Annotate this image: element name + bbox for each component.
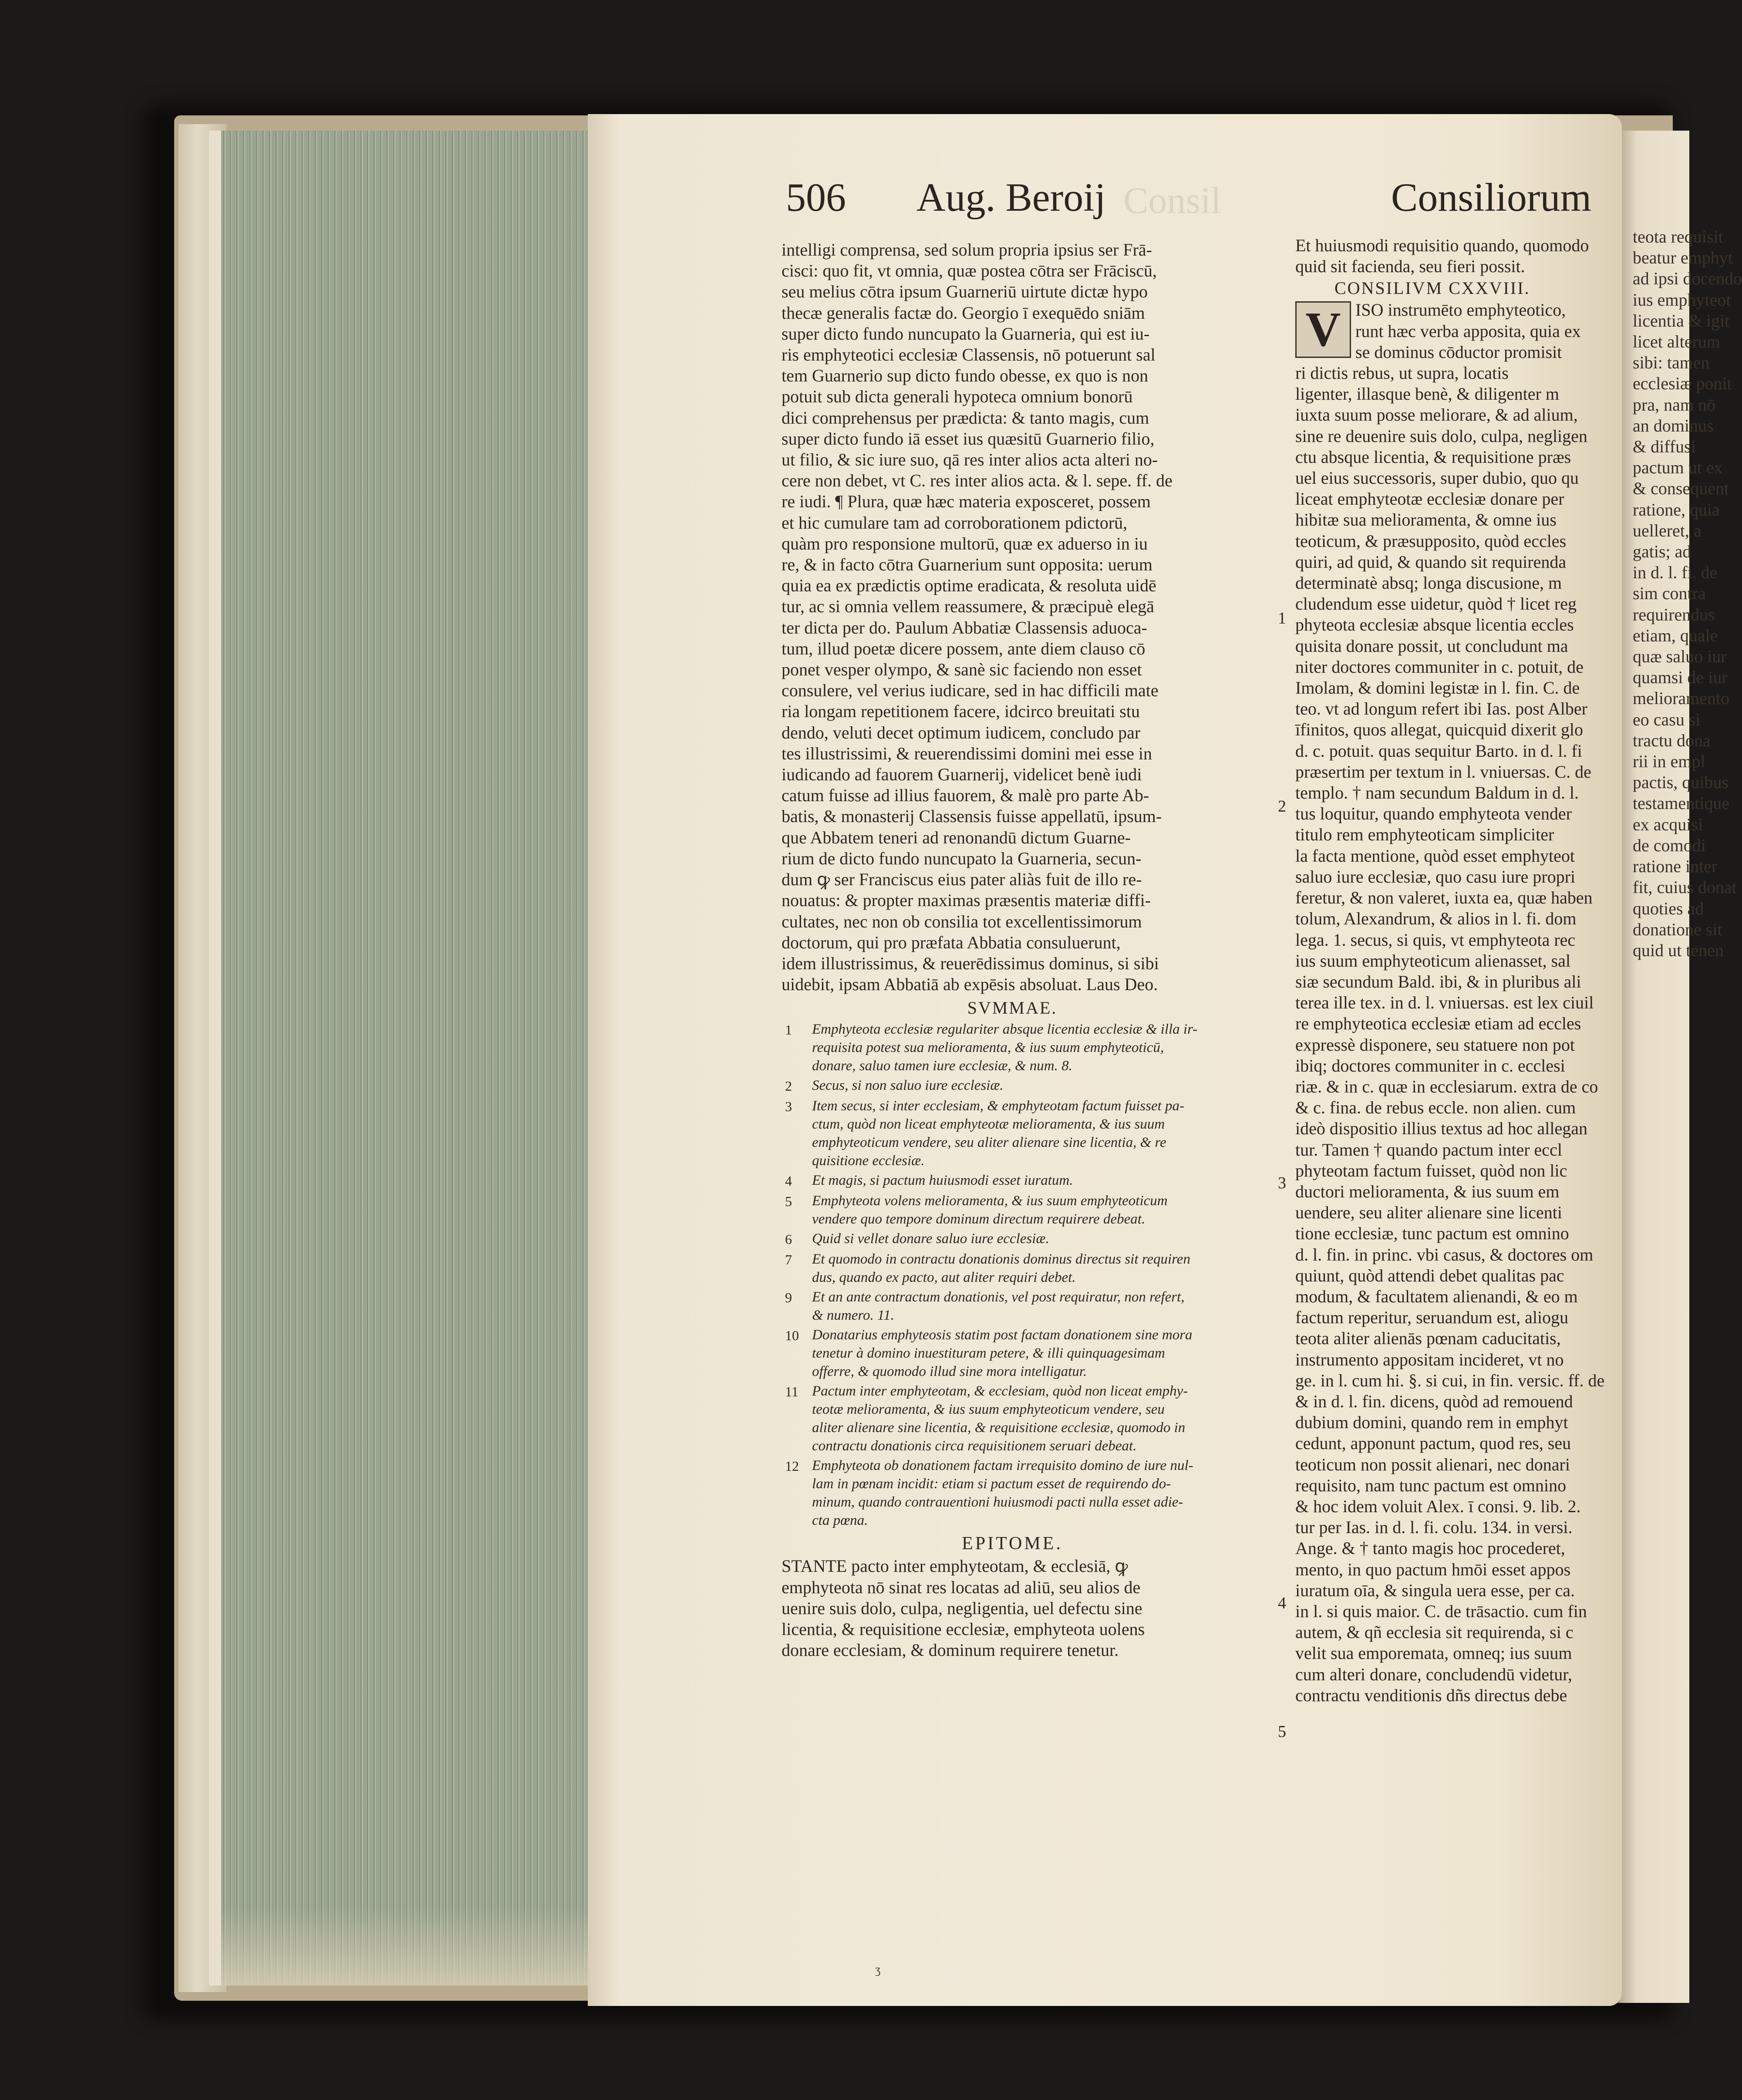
right-body-text: [1295, 384, 1609, 1706]
text-line: intelligi comprensa, sed solum propria ipsius ser Frā-: [782, 240, 1152, 260]
summae-number: 10: [785, 1328, 799, 1344]
text-line: expressè disponere, seu statuere non pot: [1295, 1035, 1575, 1055]
left-column: [782, 239, 1243, 1661]
text-line: siæ secundum Bald. ibi, & in pluribus ali: [1295, 971, 1581, 991]
text-line: uidebit, ipsam Abbatiā ab expēsis absoluat. Laus Deo.: [782, 974, 1158, 994]
text-line: teo. vt ad longum refert ibi Ias. post Alber: [1295, 699, 1587, 719]
summae-line: Et magis, si pactum huiusmodi esset iuratum.: [812, 1173, 1073, 1189]
text-line: & consequent: [1633, 479, 1729, 499]
text-line: eo casu si: [1633, 709, 1701, 729]
summae-line: Quid si vellet donare saluo iure ecclesiæ.: [812, 1231, 1049, 1247]
text-line: ideò dispositio illius textus ad hoc allegan: [1295, 1119, 1588, 1139]
summae-item: [782, 1288, 1243, 1325]
text-line: iudicando ad fauorem Guarnerij, videlicet benè iudi: [782, 765, 1142, 785]
text-line: ris emphyteotici ecclesiæ Classensis, nō potuerunt sal: [782, 345, 1156, 365]
running-head-title: Consiliorum: [1391, 175, 1592, 219]
text-line: quisita donare possit, ut concludunt ma: [1295, 636, 1568, 656]
text-line: tolum, Alexandrum, & alios in l. fi. dom: [1295, 909, 1577, 929]
text-line: et hic cumulare tam ad corroborationem pdictorū,: [782, 512, 1128, 533]
text-line: ius emphyteot: [1633, 290, 1731, 310]
text-line: iuratum oīa, & singula uera esse, per ca.: [1295, 1580, 1575, 1600]
text-line: tur, ac si omnia vellem reassumere, & præcipuè elegā: [782, 597, 1154, 617]
text-line: mento, in quo pactum hmōi esset appos: [1295, 1559, 1571, 1579]
summae-list: [782, 1020, 1243, 1530]
margin-number: 1: [1278, 609, 1286, 627]
bleed-through-text: Consil: [1123, 179, 1221, 221]
text-line: quid ut tenen: [1633, 940, 1724, 960]
text-line: tes illustrissimi, & reuerendissimi domini mei esse in: [782, 743, 1152, 763]
summae-line: quisitione ecclesiæ.: [812, 1153, 925, 1169]
text-line: quiri, ad quid, & quando sit requirenda: [1295, 552, 1567, 572]
text-line: quamsi de iur: [1633, 667, 1728, 688]
text-line: in l. si quis maior. C. de trāsactio. cum fin: [1295, 1601, 1587, 1621]
text-line: cere non debet, vt C. res inter alios acta. & l. sepe. ff. de: [782, 471, 1173, 491]
summae-line: aliter alienare sine licentia, & requisitione ecclesiæ, quomodo in: [812, 1420, 1186, 1436]
summae-item: [782, 1076, 1243, 1096]
text-line: licentia & igit: [1633, 310, 1730, 330]
text-line: donare ecclesiam, & dominum requirere tenetur.: [782, 1640, 1119, 1660]
text-line: determinatè absq; longa discusione, m: [1295, 573, 1562, 593]
summae-text: [812, 1097, 1184, 1170]
summae-item: [782, 1456, 1243, 1530]
text-line: dubium domini, quando rem in emphyt: [1295, 1412, 1568, 1433]
text-line: quid sit facienda, seu fieri possit.: [1295, 256, 1525, 276]
text-line: quiunt, quòd attendi debet qualitas pac: [1295, 1265, 1564, 1285]
summae-item: [782, 1097, 1243, 1170]
summae-number: 11: [785, 1384, 799, 1400]
dropcap-initial: V: [1295, 301, 1351, 358]
summae-line: Pactum inter emphyteotam, & ecclesiam, quòd non liceat emphy-: [812, 1383, 1188, 1399]
summae-line: emphyteoticum vendere, seu aliter alienare sine licentia, & re: [812, 1135, 1166, 1151]
text-line: Et huiusmodi requisitio quando, quomodo: [1295, 236, 1589, 255]
text-line: que Abbatem teneri ad renonandū dictum Guarne-: [782, 827, 1131, 847]
text-line: & c. fina. de rebus eccle. non alien. cum: [1295, 1098, 1576, 1118]
summae-number: 2: [785, 1078, 792, 1094]
summae-line: cta pœna.: [812, 1513, 868, 1529]
text-line: saluo iure ecclesiæ, quo casu iure propri: [1295, 866, 1576, 887]
text-line: re, & in facto cōtra Guarnerium sunt opposita: uerum: [782, 555, 1152, 575]
summae-number: 1: [785, 1022, 792, 1038]
summae-number: 3: [785, 1099, 792, 1115]
text-line: rii in empl: [1633, 752, 1705, 772]
text-line: fit, cuius donat: [1633, 877, 1737, 897]
text-line: dendo, veluti decet optimum iudicem, concludo par: [782, 722, 1141, 742]
text-line: in d. l. fi. de: [1633, 563, 1718, 583]
text-line: feretur, & non valeret, iuxta ea, quæ haben: [1295, 888, 1593, 908]
text-line: etiam, quale: [1633, 625, 1718, 645]
text-line: ex acquisi: [1633, 814, 1703, 834]
summae-line: requisita potest sua melioramenta, & ius suum emphyteoticū,: [812, 1040, 1164, 1056]
signature-mark: ʒ: [875, 1963, 881, 1976]
text-line: ria longam repetitionem facere, idcirco breuitati stu: [782, 701, 1140, 721]
summae-line: Et quomodo in contractu donationis dominus directus sit requiren: [812, 1251, 1190, 1267]
text-line: & diffusi: [1633, 437, 1696, 457]
text-line: sibi: tamen: [1633, 353, 1710, 373]
summae-text: [812, 1230, 1049, 1249]
text-line: templo. † nam secundum Baldum in d. l.: [1295, 783, 1579, 803]
text-line: seu melius cōtra ipsum Guarneriū uirtute dictæ hypo: [782, 282, 1148, 302]
text-line: instrumento appositam incideret, vt no: [1295, 1349, 1564, 1369]
text-line: runt hæc verba apposita, quia ex: [1355, 321, 1581, 341]
text-line: præsertim per textum in l. vniuersas. C. de: [1295, 762, 1591, 782]
text-line: uendere, seu aliter alienare sine licenti: [1295, 1203, 1563, 1223]
text-line: tem Guarnerio sup dicto fundo obesse, ex quo is non: [782, 366, 1149, 386]
text-line: autem, & qñ ecclesia sit requirenda, si c: [1295, 1622, 1574, 1642]
text-line: tur. Tamen † quando pactum inter eccl: [1295, 1139, 1562, 1160]
text-line: quia ea ex prædictis optime eradicata, & resoluta uidē: [782, 576, 1156, 596]
page-number: 506: [786, 175, 846, 219]
summae-item: [782, 1250, 1243, 1287]
text-line: tus loquitur, quando emphyteota vender: [1295, 804, 1572, 824]
right-column: [1295, 235, 1609, 1706]
summae-line: donare, saluo tamen iure ecclesiæ, & num. 8.: [812, 1058, 1072, 1074]
text-line: requisito, nam tunc pactum est omnino: [1295, 1475, 1567, 1495]
text-line: licentia, & requisitione ecclesiæ, emphyteota uolens: [782, 1619, 1145, 1639]
text-line: re iudi. ¶ Plura, quæ hæc materia exposceret, possem: [782, 492, 1151, 512]
text-line: uel eius successoris, super dubio, quo qu: [1295, 468, 1579, 488]
text-line: emphyteota nō sinat res locatas ad aliū, seu alios de: [782, 1577, 1141, 1597]
summae-line: & numero. 11.: [812, 1308, 894, 1324]
summae-line: Emphyteota ecclesiæ regulariter absque licentia ecclesiæ & illa ir-: [812, 1021, 1198, 1038]
text-line: beatur emphyt: [1633, 248, 1733, 268]
text-line: ibiq; doctores communiter in c. ecclesi: [1295, 1055, 1565, 1075]
text-line: cum alteri donare, concludendū videtur,: [1295, 1664, 1572, 1684]
text-line: teota requisit: [1633, 227, 1723, 246]
text-line: teoticum, & præsupposito, quòd eccles: [1295, 531, 1567, 551]
facing-page-edge: [1616, 131, 1742, 2003]
text-line: phyteotam factum fuisset, quòd non lic: [1295, 1160, 1567, 1180]
left-body-text: [782, 239, 1243, 995]
text-line: dici comprehensus per prædicta: & tanto magis, cum: [782, 408, 1149, 428]
text-line: sim contra: [1633, 583, 1706, 603]
summae-line: vendere quo tempore dominum directum requirere debeat.: [812, 1211, 1146, 1227]
text-line: terea ille tex. in d. l. vniuersas. est lex ciuil: [1295, 993, 1594, 1013]
text-line: Ange. & † tanto magis hoc procederet,: [1295, 1538, 1565, 1558]
text-line: super dicto fundo nuncupato la Guarneria, qui est iu-: [782, 324, 1150, 344]
summae-line: Et an ante contractum donationis, vel post requiratur, non refert,: [812, 1289, 1185, 1305]
summae-text: [812, 1171, 1073, 1190]
text-line: cedunt, apponunt pactum, quod res, seu: [1295, 1433, 1571, 1453]
summae-item: [782, 1192, 1243, 1228]
text-line: liceat emphyteotæ ecclesiæ donare per: [1295, 489, 1564, 509]
summae-item: [782, 1020, 1243, 1075]
text-line: an dominus: [1633, 415, 1714, 435]
text-line: quoties ad: [1633, 898, 1704, 918]
summae-item: [782, 1230, 1243, 1249]
text-line: thecæ generalis factæ do. Georgio ī exequēdo sniām: [782, 303, 1145, 323]
text-line: & in d. l. fin. dicens, quòd ad remouend: [1295, 1391, 1573, 1411]
text-line: quàm pro responsione multorū, quæ ex aduerso in iu: [782, 533, 1148, 553]
summae-line: contractu donationis circa requisitionem seruari debeat.: [812, 1438, 1137, 1454]
text-line: ius suum emphyteoticum alienasset, sal: [1295, 951, 1571, 971]
text-line: & hoc idem voluit Alex. ī consi. 9. lib. 2.: [1295, 1496, 1581, 1516]
text-line: la facta mentione, quòd esset emphyteot: [1295, 846, 1575, 866]
summae-line: Emphyteota volens melioramenta, & ius suum emphyteoticum: [812, 1193, 1168, 1209]
summae-text: [812, 1288, 1185, 1325]
text-line: requirendus: [1633, 604, 1715, 624]
right-intro-text: [1295, 235, 1609, 277]
text-line: hibitæ sua melioramenta, & omne ius: [1295, 510, 1557, 530]
summae-line: Item secus, si inter ecclesiam, & emphyteotam factum fuisset pa-: [812, 1098, 1185, 1114]
margin-number: 4: [1278, 1594, 1286, 1612]
text-line: doctorum, qui pro præfata Abbatia consuluerunt,: [782, 932, 1121, 952]
text-line: pra, nam nō: [1633, 394, 1715, 415]
summae-number: 9: [785, 1290, 792, 1306]
text-line: donatione sit: [1633, 919, 1722, 939]
text-line: sine re deuenire suis dolo, culpa, negligen: [1295, 426, 1587, 446]
text-line: ratione inter: [1633, 856, 1718, 876]
text-line: d. c. potuit. quas sequitur Barto. in d. l. fi: [1295, 741, 1582, 761]
text-line: lega. 1. secus, si quis, vt emphyteota rec: [1295, 930, 1576, 950]
text-line: nouatus: & propter maximas præsentis materiæ diffi-: [782, 890, 1151, 910]
text-line: melioramento: [1633, 688, 1730, 708]
text-line: cludendum esse uidetur, quòd † licet reg: [1295, 594, 1577, 614]
text-line: modum, & facultatem alienandi, & eo m: [1295, 1286, 1578, 1306]
margin-number: 2: [1278, 797, 1286, 816]
summae-number: 6: [785, 1231, 792, 1247]
summae-text: [812, 1192, 1168, 1228]
summae-line: Donatarius emphyteosis statim post factam donationem sine mora: [812, 1327, 1193, 1343]
text-line: niter doctores communiter in c. potuit, de: [1295, 657, 1584, 677]
text-line: phyteota ecclesiæ absque licentia eccles: [1295, 615, 1574, 635]
summae-item: [782, 1171, 1243, 1190]
summae-text: [812, 1020, 1197, 1075]
epitome-heading: EPITOME.: [962, 1534, 1063, 1554]
text-line: riæ. & in c. quæ in ecclesiarum. extra de co: [1295, 1076, 1598, 1096]
epitome-text: [782, 1556, 1243, 1661]
text-line: ratione, quia: [1633, 499, 1720, 519]
summae-number: 4: [785, 1173, 792, 1189]
running-head-author: Aug. Beroij: [916, 175, 1106, 219]
summae-line: offerre, & quomodo illud sine mora intelligatur.: [812, 1364, 1087, 1380]
text-line: gatis; ad: [1633, 542, 1691, 562]
text-line: velit sua emporemata, omneq; ius suum: [1295, 1643, 1572, 1663]
text-line: pactum ut ex: [1633, 458, 1723, 478]
text-line: super dicto fundo iā esset ius quæsitū Guarnerio filio,: [782, 428, 1155, 448]
summae-heading: SVMMAE.: [967, 998, 1058, 1018]
summae-number: 5: [785, 1193, 792, 1210]
text-line: re emphyteotica ecclesiæ etiam ad eccles: [1295, 1014, 1581, 1034]
text-line: tur per Ias. in d. l. fi. colu. 134. in versi.: [1295, 1517, 1573, 1537]
text-line: ri dictis rebus, ut supra, locatis: [1295, 363, 1509, 383]
text-line: iuxta suum posse meliorare, & ad alium,: [1295, 405, 1578, 425]
consilium-heading: CONSILIVM CXXVIII.: [1334, 278, 1530, 298]
summae-item: [782, 1326, 1243, 1381]
text-line: rium de dicto fundo nuncupato la Guarneria, secun-: [782, 848, 1142, 868]
text-line: teoticum non possit alienari, nec donari: [1295, 1454, 1570, 1474]
facing-page-text: [1633, 226, 1742, 961]
text-line: quæ saluo iur: [1633, 647, 1727, 667]
text-line: ecclesiæ ponit: [1633, 374, 1732, 394]
text-line: STANTE pacto inter emphyteotam, & ecclesiā, ꝙ: [782, 1556, 1128, 1576]
margin-number: 5: [1278, 1722, 1286, 1741]
margin-number: 3: [1278, 1174, 1286, 1192]
text-line: testamentique: [1633, 793, 1730, 813]
summae-line: dus, quando ex pacto, aut aliter requiri debet.: [812, 1270, 1076, 1286]
text-line: Imolam, & domini legistæ in l. fin. C. de: [1295, 678, 1580, 698]
text-line: ctu absque licentia, & requisitione præs: [1295, 447, 1571, 467]
text-line: ponet vesper olympo, & sanè sic faciendo non esset: [782, 660, 1142, 680]
text-line: d. l. fin. in princ. vbi casus, & doctores om: [1295, 1244, 1594, 1264]
text-line: tione ecclesiæ, tunc pactum est omnino: [1295, 1224, 1569, 1244]
text-line: uenire suis dolo, culpa, negligentia, uel defectu sine: [782, 1598, 1142, 1618]
page-block-edges: [209, 131, 604, 1985]
text-line: ter dicta per do. Paulum Abbatiæ Classensis aduoca-: [782, 617, 1147, 637]
text-line: catum fuisse ad illius fauorem, & malè pro parte Ab-: [782, 785, 1149, 806]
text-line: contractu venditionis dñs directus debe: [1295, 1685, 1567, 1705]
text-line: cultates, nec non ob consilia tot excellentissimorum: [782, 911, 1142, 931]
dropcap-block: [1295, 300, 1609, 384]
text-line: de comodi: [1633, 835, 1706, 855]
summae-line: Secus, si non saluo iure ecclesiæ.: [812, 1078, 1004, 1094]
summae-line: ctum, quòd non liceat emphyteotæ melioramenta, & ius suum: [812, 1116, 1165, 1133]
text-line: ge. in l. cum hi. §. si cui, in fin. versic. ff. de: [1295, 1370, 1605, 1390]
text-line: cisci: quo fit, vt omnia, quæ postea cōtra ser Frāciscū,: [782, 261, 1157, 281]
text-line: ut filio, & sic iure suo, qā res inter alios acta alteri no-: [782, 450, 1158, 470]
summae-line: tenetur à domino inuestituram petere, & illi quinquagesimam: [812, 1345, 1165, 1362]
text-line: consulere, vel verius iudicare, sed in hac difficili mate: [782, 681, 1159, 701]
summae-text: [812, 1382, 1188, 1455]
text-line: teota aliter alienās pœnam caducitatis,: [1295, 1328, 1561, 1348]
summae-number: 7: [785, 1252, 792, 1268]
text-line: ISO instrumēto emphyteotico,: [1355, 300, 1566, 320]
text-line: uelleret, a: [1633, 520, 1702, 540]
text-line: ligenter, illasque benè, & diligenter m: [1295, 384, 1559, 404]
summae-text: [812, 1326, 1193, 1381]
text-line: titulo rem emphyteoticam simpliciter: [1295, 825, 1554, 845]
text-line: factum reperitur, seruandum est, aliogu: [1295, 1308, 1569, 1328]
text-line: batis, & monasterij Classensis fuisse appellatū, ipsum-: [782, 806, 1162, 826]
text-line: idem illustrissimus, & reuerēdissimus dominus, si sibi: [782, 953, 1159, 973]
summae-text: [812, 1250, 1190, 1287]
summae-line: teotæ melioramenta, & ius suum emphyteoticum vendere, seu: [812, 1402, 1165, 1418]
summae-text: [812, 1456, 1193, 1530]
text-line: tum, illud poetæ dicere possem, ante diem clauso cō: [782, 638, 1146, 658]
summae-item: [782, 1382, 1243, 1455]
summae-line: Emphyteota ob donationem factam irrequisito domino de iure nul-: [812, 1458, 1193, 1474]
text-line: dum ꝙ ser Franciscus eius pater aliàs fuit de illo re-: [782, 870, 1142, 890]
text-line: ad ipsi docendo: [1633, 269, 1742, 289]
summae-line: lam in pœnam incidit: etiam si pactum esset de requirendo do-: [812, 1476, 1171, 1492]
summae-text: [812, 1076, 1004, 1096]
text-line: licet alterum: [1633, 332, 1721, 352]
text-line: pactis, quibus: [1633, 772, 1729, 792]
text-line: se dominus cōductor promisit: [1355, 342, 1562, 362]
text-line: tractu dona: [1633, 730, 1711, 750]
text-line: potuit sub dicta generali hypoteca omnium bonorū: [782, 387, 1133, 407]
text-line: ductori melioramenta, & ius suum em: [1295, 1181, 1560, 1201]
summae-line: minum, quando contrauentioni huiusmodi pacti nulla esset adie-: [812, 1494, 1183, 1510]
text-line: īfinitos, quos allegat, quicquid dixerit glo: [1295, 720, 1584, 740]
summae-number: 12: [785, 1458, 799, 1474]
